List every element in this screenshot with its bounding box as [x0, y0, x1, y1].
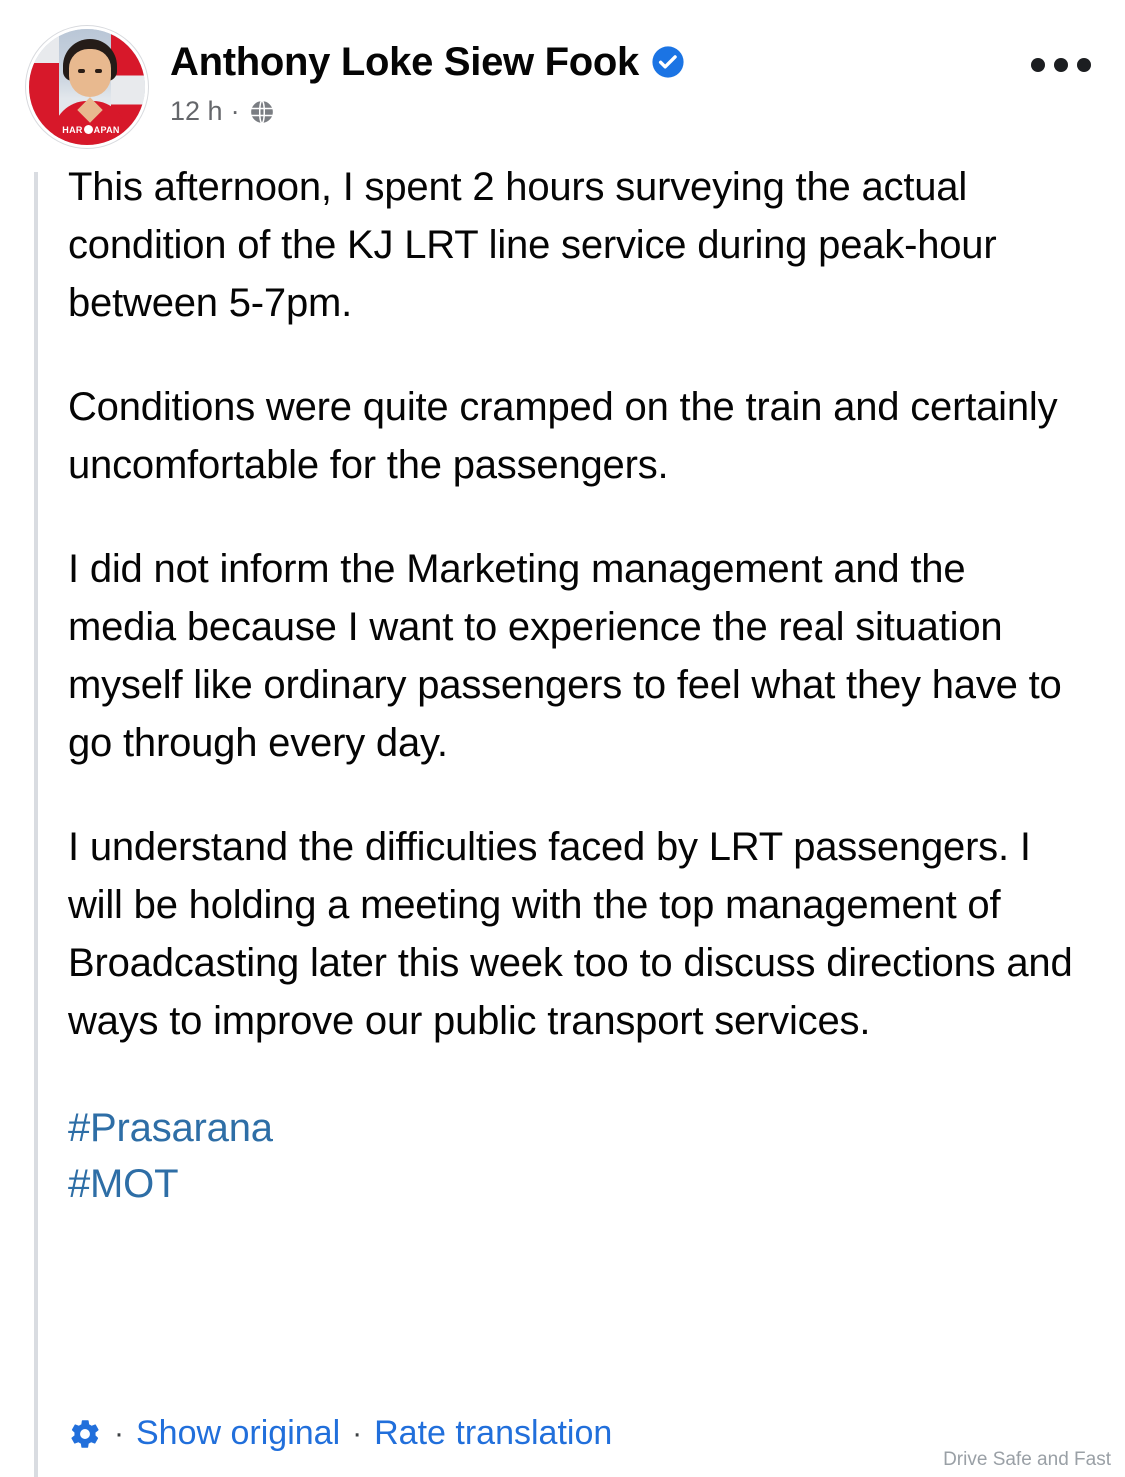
- hashtag-list: [68, 1100, 1081, 1212]
- author-name[interactable]: Anthony Loke Siew Fook: [170, 40, 639, 84]
- more-options-dot-3: [1077, 58, 1091, 72]
- settings-gear-icon[interactable]: [68, 1417, 102, 1451]
- more-options-icon[interactable]: [1031, 58, 1091, 72]
- more-options-dot-1: [1031, 58, 1045, 72]
- avatar-badge-dot-icon: [84, 125, 93, 134]
- avatar-badge-text: HAR: [62, 124, 83, 135]
- avatar-party-logo: [62, 122, 120, 137]
- globe-icon[interactable]: [248, 98, 276, 126]
- post-paragraph: Conditions were quite cramped on the train and certainly uncomfortable for the passengers.: [68, 385, 1058, 487]
- left-rail-divider: [34, 172, 38, 1477]
- post-paragraph: I understand the difficulties faced by LRT passengers. I will be holding a meeting with the top management of Broadcasting later this week too to discuss directions and ways to improve our public transport services.: [68, 825, 1073, 1043]
- avatar-badge-text2: APAN: [93, 124, 120, 135]
- post-paragraph: I did not inform the Marketing management and the media because I want to experience the real situation myself like ordinary passengers to feel what they have to go through every day.: [68, 547, 1062, 765]
- translation-controls: [68, 1414, 612, 1453]
- post-paragraph: This afternoon, I spent 2 hours surveying the actual condition of the KJ LRT line service during peak-hour between 5-7pm.: [68, 165, 997, 325]
- post-header: [0, 0, 1125, 148]
- avatar-eye-right: [95, 69, 102, 73]
- more-options-dot-2: [1054, 58, 1068, 72]
- watermark: Drive Safe and Fast: [943, 1449, 1111, 1470]
- hashtag-link[interactable]: #Prasarana: [68, 1106, 273, 1150]
- post-meta: [170, 96, 1101, 127]
- rate-translation-link[interactable]: Rate translation: [374, 1414, 613, 1452]
- translation-separator-1: ·: [114, 1416, 124, 1450]
- hashtag-link[interactable]: #MOT: [68, 1162, 179, 1206]
- post-header-text: [170, 26, 1101, 127]
- avatar[interactable]: [26, 26, 148, 148]
- avatar-eye-left: [78, 69, 85, 73]
- show-original-link[interactable]: Show original: [136, 1414, 341, 1452]
- meta-separator: ·: [230, 96, 240, 126]
- translation-separator-2: ·: [352, 1416, 363, 1450]
- avatar-image: [26, 26, 148, 148]
- post-body: [0, 148, 1125, 1212]
- avatar-face: [69, 49, 111, 97]
- verified-badge-icon: [651, 45, 685, 79]
- author-row: [170, 40, 1101, 84]
- post-timestamp[interactable]: 12 h: [170, 96, 223, 126]
